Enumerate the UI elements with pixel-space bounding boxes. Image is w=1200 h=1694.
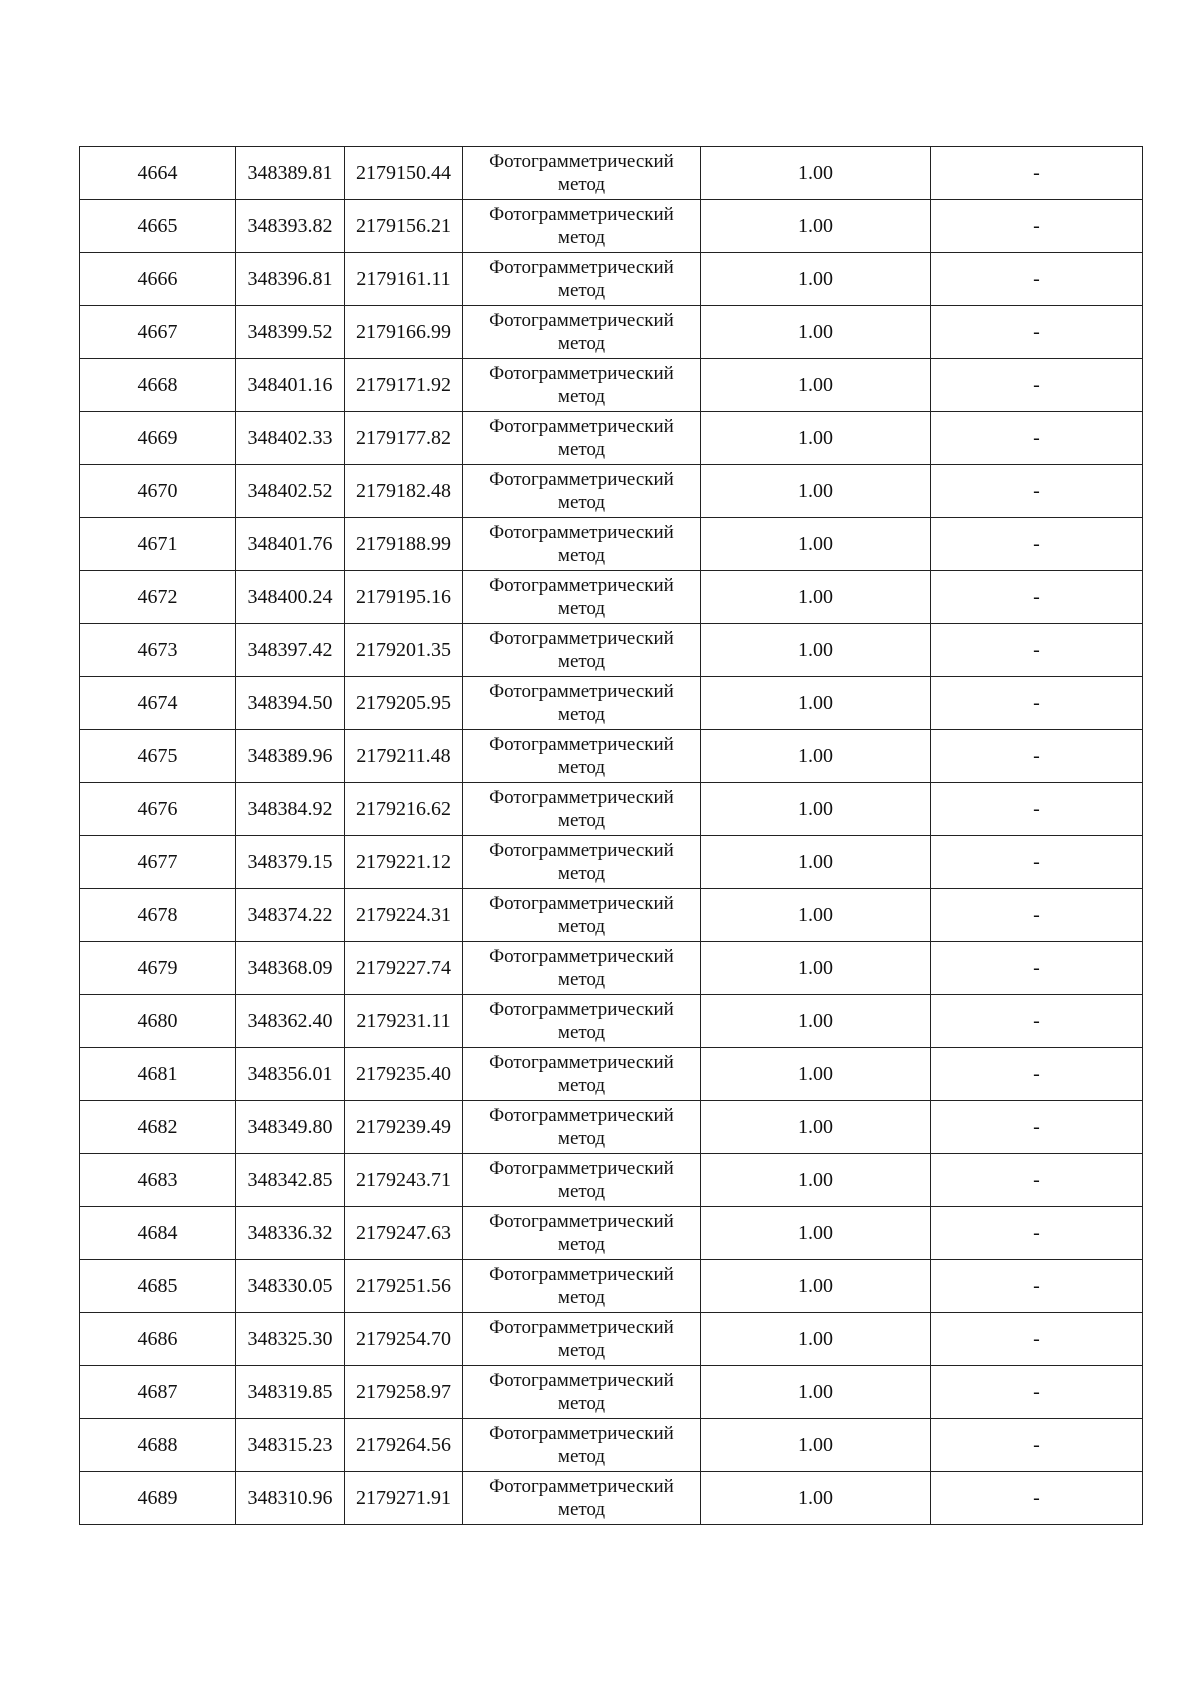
note-cell: - — [931, 412, 1143, 465]
x-coordinate-cell: 348315.23 — [236, 1419, 345, 1472]
note-cell: - — [931, 1154, 1143, 1207]
point-number-cell: 4680 — [80, 995, 236, 1048]
y-coordinate-cell: 2179221.12 — [345, 836, 463, 889]
accuracy-cell: 1.00 — [701, 253, 931, 306]
table-row — [80, 1366, 1143, 1419]
y-coordinate-cell: 2179271.91 — [345, 1472, 463, 1525]
y-coordinate-cell: 2179264.56 — [345, 1419, 463, 1472]
method-text-line: метод — [557, 492, 606, 513]
method-cell — [463, 1419, 701, 1472]
table-row — [80, 836, 1143, 889]
note-cell: - — [931, 571, 1143, 624]
method-cell — [463, 995, 701, 1048]
point-number-cell: 4686 — [80, 1313, 236, 1366]
x-coordinate-cell: 348396.81 — [236, 253, 345, 306]
method-text-line: метод — [557, 1022, 606, 1043]
x-coordinate-cell: 348336.32 — [236, 1207, 345, 1260]
accuracy-cell: 1.00 — [701, 677, 931, 730]
method-text-line: Фотограмметрический — [489, 734, 674, 755]
y-coordinate-cell: 2179258.97 — [345, 1366, 463, 1419]
table-row — [80, 571, 1143, 624]
method-cell — [463, 412, 701, 465]
y-coordinate-cell: 2179243.71 — [345, 1154, 463, 1207]
note-cell: - — [931, 465, 1143, 518]
table-row — [80, 518, 1143, 571]
note-cell: - — [931, 1366, 1143, 1419]
y-coordinate-cell: 2179247.63 — [345, 1207, 463, 1260]
table-row — [80, 942, 1143, 995]
method-text-line: Фотограмметрический — [489, 257, 674, 278]
method-text-line: Фотограмметрический — [489, 946, 674, 967]
x-coordinate-cell: 348399.52 — [236, 306, 345, 359]
accuracy-cell: 1.00 — [701, 412, 931, 465]
method-text-line: метод — [557, 333, 606, 354]
x-coordinate-cell: 348400.24 — [236, 571, 345, 624]
note-cell: - — [931, 1048, 1143, 1101]
point-number-cell: 4677 — [80, 836, 236, 889]
y-coordinate-cell: 2179239.49 — [345, 1101, 463, 1154]
method-cell — [463, 518, 701, 571]
method-text-line: метод — [557, 1287, 606, 1308]
accuracy-cell: 1.00 — [701, 1260, 931, 1313]
note-cell: - — [931, 1260, 1143, 1313]
table-row — [80, 1419, 1143, 1472]
method-text-line: Фотограмметрический — [489, 522, 674, 543]
method-text-line: Фотограмметрический — [489, 1052, 674, 1073]
accuracy-cell: 1.00 — [701, 942, 931, 995]
point-number-cell: 4670 — [80, 465, 236, 518]
method-text-line: Фотограмметрический — [489, 575, 674, 596]
method-text-line: метод — [557, 439, 606, 460]
point-number-cell: 4664 — [80, 147, 236, 200]
method-cell — [463, 1101, 701, 1154]
table-row — [80, 1048, 1143, 1101]
method-cell — [463, 465, 701, 518]
accuracy-cell: 1.00 — [701, 147, 931, 200]
y-coordinate-cell: 2179211.48 — [345, 730, 463, 783]
method-text-line: метод — [557, 1075, 606, 1096]
x-coordinate-cell: 348342.85 — [236, 1154, 345, 1207]
x-coordinate-cell: 348401.16 — [236, 359, 345, 412]
accuracy-cell: 1.00 — [701, 783, 931, 836]
method-cell — [463, 359, 701, 412]
x-coordinate-cell: 348349.80 — [236, 1101, 345, 1154]
method-text-line: метод — [557, 1181, 606, 1202]
accuracy-cell: 1.00 — [701, 730, 931, 783]
method-text-line: Фотограмметрический — [489, 204, 674, 225]
method-text-line: метод — [557, 227, 606, 248]
note-cell: - — [931, 359, 1143, 412]
note-cell: - — [931, 1101, 1143, 1154]
method-text-line: Фотограмметрический — [489, 363, 674, 384]
method-cell — [463, 253, 701, 306]
x-coordinate-cell: 348330.05 — [236, 1260, 345, 1313]
method-cell — [463, 730, 701, 783]
method-text-line: Фотограмметрический — [489, 893, 674, 914]
y-coordinate-cell: 2179177.82 — [345, 412, 463, 465]
point-number-cell: 4676 — [80, 783, 236, 836]
x-coordinate-cell: 348384.92 — [236, 783, 345, 836]
method-cell — [463, 1048, 701, 1101]
table-row — [80, 1207, 1143, 1260]
method-cell — [463, 571, 701, 624]
table-body — [80, 147, 1143, 1525]
y-coordinate-cell: 2179227.74 — [345, 942, 463, 995]
method-text-line: метод — [557, 1446, 606, 1467]
point-number-cell: 4683 — [80, 1154, 236, 1207]
method-cell — [463, 147, 701, 200]
point-number-cell: 4685 — [80, 1260, 236, 1313]
method-text-line: метод — [557, 1128, 606, 1149]
method-cell — [463, 624, 701, 677]
point-number-cell: 4672 — [80, 571, 236, 624]
point-number-cell: 4687 — [80, 1366, 236, 1419]
accuracy-cell: 1.00 — [701, 995, 931, 1048]
table-row — [80, 1313, 1143, 1366]
note-cell: - — [931, 1207, 1143, 1260]
x-coordinate-cell: 348402.52 — [236, 465, 345, 518]
y-coordinate-cell: 2179251.56 — [345, 1260, 463, 1313]
method-text-line: метод — [557, 916, 606, 937]
method-cell — [463, 783, 701, 836]
accuracy-cell: 1.00 — [701, 624, 931, 677]
x-coordinate-cell: 348402.33 — [236, 412, 345, 465]
method-text-line: Фотограмметрический — [489, 1105, 674, 1126]
accuracy-cell: 1.00 — [701, 518, 931, 571]
method-text-line: метод — [557, 1393, 606, 1414]
x-coordinate-cell: 348393.82 — [236, 200, 345, 253]
table-row — [80, 1154, 1143, 1207]
method-cell — [463, 889, 701, 942]
table-row — [80, 253, 1143, 306]
note-cell: - — [931, 624, 1143, 677]
method-text-line: метод — [557, 598, 606, 619]
note-cell: - — [931, 306, 1143, 359]
method-text-line: метод — [557, 174, 606, 195]
y-coordinate-cell: 2179235.40 — [345, 1048, 463, 1101]
method-text-line: Фотограмметрический — [489, 1423, 674, 1444]
method-cell — [463, 200, 701, 253]
table-row — [80, 730, 1143, 783]
point-number-cell: 4671 — [80, 518, 236, 571]
note-cell: - — [931, 995, 1143, 1048]
method-text-line: метод — [557, 1340, 606, 1361]
method-text-line: Фотограмметрический — [489, 681, 674, 702]
x-coordinate-cell: 348394.50 — [236, 677, 345, 730]
point-number-cell: 4674 — [80, 677, 236, 730]
point-number-cell: 4679 — [80, 942, 236, 995]
method-text-line: Фотограмметрический — [489, 1158, 674, 1179]
table-row — [80, 783, 1143, 836]
y-coordinate-cell: 2179205.95 — [345, 677, 463, 730]
y-coordinate-cell: 2179254.70 — [345, 1313, 463, 1366]
method-text-line: метод — [557, 545, 606, 566]
method-text-line: Фотограмметрический — [489, 1264, 674, 1285]
point-number-cell: 4673 — [80, 624, 236, 677]
x-coordinate-cell: 348389.81 — [236, 147, 345, 200]
accuracy-cell: 1.00 — [701, 1419, 931, 1472]
method-text-line: метод — [557, 1499, 606, 1520]
method-text-line: Фотограмметрический — [489, 1370, 674, 1391]
method-text-line: Фотограмметрический — [489, 1476, 674, 1497]
table-row — [80, 995, 1143, 1048]
accuracy-cell: 1.00 — [701, 306, 931, 359]
table-row — [80, 889, 1143, 942]
method-text-line: Фотограмметрический — [489, 1317, 674, 1338]
note-cell: - — [931, 518, 1143, 571]
y-coordinate-cell: 2179171.92 — [345, 359, 463, 412]
x-coordinate-cell: 348389.96 — [236, 730, 345, 783]
point-number-cell: 4668 — [80, 359, 236, 412]
y-coordinate-cell: 2179156.21 — [345, 200, 463, 253]
table-row — [80, 677, 1143, 730]
accuracy-cell: 1.00 — [701, 1366, 931, 1419]
method-cell — [463, 1260, 701, 1313]
point-number-cell: 4689 — [80, 1472, 236, 1525]
x-coordinate-cell: 348368.09 — [236, 942, 345, 995]
point-number-cell: 4675 — [80, 730, 236, 783]
y-coordinate-cell: 2179188.99 — [345, 518, 463, 571]
table-row — [80, 306, 1143, 359]
note-cell: - — [931, 783, 1143, 836]
accuracy-cell: 1.00 — [701, 359, 931, 412]
point-number-cell: 4688 — [80, 1419, 236, 1472]
method-text-line: метод — [557, 810, 606, 831]
table-row — [80, 465, 1143, 518]
x-coordinate-cell: 348319.85 — [236, 1366, 345, 1419]
x-coordinate-cell: 348379.15 — [236, 836, 345, 889]
accuracy-cell: 1.00 — [701, 571, 931, 624]
method-text-line: Фотограмметрический — [489, 416, 674, 437]
point-number-cell: 4665 — [80, 200, 236, 253]
method-text-line: метод — [557, 280, 606, 301]
x-coordinate-cell: 348356.01 — [236, 1048, 345, 1101]
method-text-line: Фотограмметрический — [489, 787, 674, 808]
y-coordinate-cell: 2179182.48 — [345, 465, 463, 518]
table-row — [80, 1472, 1143, 1525]
method-text-line: Фотограмметрический — [489, 469, 674, 490]
method-cell — [463, 1366, 701, 1419]
note-cell: - — [931, 889, 1143, 942]
y-coordinate-cell: 2179224.31 — [345, 889, 463, 942]
note-cell: - — [931, 677, 1143, 730]
table-row — [80, 200, 1143, 253]
point-number-cell: 4684 — [80, 1207, 236, 1260]
method-text-line: Фотограмметрический — [489, 310, 674, 331]
y-coordinate-cell: 2179201.35 — [345, 624, 463, 677]
table-row — [80, 412, 1143, 465]
method-text-line: метод — [557, 757, 606, 778]
x-coordinate-cell: 348310.96 — [236, 1472, 345, 1525]
point-number-cell: 4667 — [80, 306, 236, 359]
accuracy-cell: 1.00 — [701, 889, 931, 942]
note-cell: - — [931, 200, 1143, 253]
coordinates-table — [79, 146, 1143, 1525]
note-cell: - — [931, 942, 1143, 995]
x-coordinate-cell: 348374.22 — [236, 889, 345, 942]
y-coordinate-cell: 2179161.11 — [345, 253, 463, 306]
method-text-line: Фотограмметрический — [489, 840, 674, 861]
method-text-line: метод — [557, 704, 606, 725]
table-row — [80, 1260, 1143, 1313]
method-text-line: метод — [557, 651, 606, 672]
method-text-line: метод — [557, 386, 606, 407]
note-cell: - — [931, 1313, 1143, 1366]
accuracy-cell: 1.00 — [701, 1207, 931, 1260]
accuracy-cell: 1.00 — [701, 1472, 931, 1525]
x-coordinate-cell: 348397.42 — [236, 624, 345, 677]
method-cell — [463, 942, 701, 995]
y-coordinate-cell: 2179231.11 — [345, 995, 463, 1048]
note-cell: - — [931, 836, 1143, 889]
accuracy-cell: 1.00 — [701, 1101, 931, 1154]
table-row — [80, 624, 1143, 677]
method-cell — [463, 677, 701, 730]
method-text-line: метод — [557, 1234, 606, 1255]
accuracy-cell: 1.00 — [701, 1048, 931, 1101]
y-coordinate-cell: 2179150.44 — [345, 147, 463, 200]
method-cell — [463, 1472, 701, 1525]
method-cell — [463, 1207, 701, 1260]
table-row — [80, 1101, 1143, 1154]
method-cell — [463, 1313, 701, 1366]
x-coordinate-cell: 348401.76 — [236, 518, 345, 571]
point-number-cell: 4669 — [80, 412, 236, 465]
note-cell: - — [931, 1419, 1143, 1472]
note-cell: - — [931, 147, 1143, 200]
x-coordinate-cell: 348325.30 — [236, 1313, 345, 1366]
accuracy-cell: 1.00 — [701, 200, 931, 253]
accuracy-cell: 1.00 — [701, 1313, 931, 1366]
method-cell — [463, 836, 701, 889]
method-text-line: Фотограмметрический — [489, 999, 674, 1020]
point-number-cell: 4681 — [80, 1048, 236, 1101]
point-number-cell: 4666 — [80, 253, 236, 306]
y-coordinate-cell: 2179195.16 — [345, 571, 463, 624]
table-row — [80, 147, 1143, 200]
accuracy-cell: 1.00 — [701, 465, 931, 518]
method-cell — [463, 1154, 701, 1207]
note-cell: - — [931, 1472, 1143, 1525]
y-coordinate-cell: 2179166.99 — [345, 306, 463, 359]
note-cell: - — [931, 253, 1143, 306]
point-number-cell: 4682 — [80, 1101, 236, 1154]
table-row — [80, 359, 1143, 412]
method-text-line: Фотограмметрический — [489, 151, 674, 172]
note-cell: - — [931, 730, 1143, 783]
accuracy-cell: 1.00 — [701, 1154, 931, 1207]
y-coordinate-cell: 2179216.62 — [345, 783, 463, 836]
method-text-line: метод — [557, 969, 606, 990]
accuracy-cell: 1.00 — [701, 836, 931, 889]
method-text-line: метод — [557, 863, 606, 884]
method-text-line: Фотограмметрический — [489, 1211, 674, 1232]
method-text-line: Фотограмметрический — [489, 628, 674, 649]
point-number-cell: 4678 — [80, 889, 236, 942]
method-cell — [463, 306, 701, 359]
x-coordinate-cell: 348362.40 — [236, 995, 345, 1048]
